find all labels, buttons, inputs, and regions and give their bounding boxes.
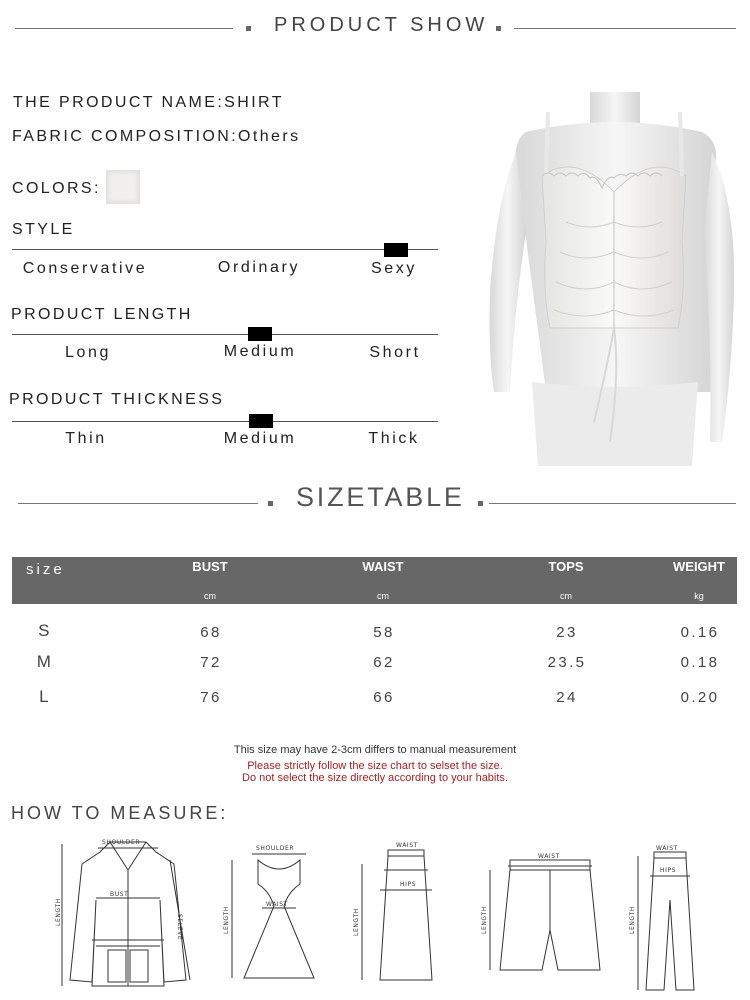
bust-column-header: BUST [192, 559, 228, 574]
measurement-note: This size may have 2-3cm differs to manual measurement [233, 744, 517, 756]
waist-unit: cm [377, 591, 389, 601]
table-cell: 58 [373, 624, 395, 641]
style-label: STYLE [12, 221, 75, 238]
table-cell: 76 [200, 689, 222, 706]
header-rule-left [15, 28, 233, 29]
table-cell: 23 [556, 624, 578, 641]
skirt-waist-label: WAIST [396, 842, 418, 849]
weight-column-header: WEIGHT [673, 559, 725, 574]
page-title: PRODUCT SHOW [274, 14, 489, 36]
measure-diagrams [0, 830, 750, 1000]
sizetable-bullet-right [478, 501, 483, 506]
table-cell: 0.16 [680, 624, 720, 641]
length-label: PRODUCT LENGTH [11, 306, 193, 323]
sizetable-bullet-left [268, 501, 273, 506]
skirt-hips-label: HIPS [400, 881, 417, 888]
table-cell: 72 [200, 654, 222, 671]
header-bullet-left [246, 26, 251, 31]
style-option-sexy: Sexy [371, 260, 417, 277]
header-bullet-right [496, 26, 501, 31]
product-photo [486, 92, 742, 466]
size-warning-1: Please strictly follow the size chart to selset the size. [247, 760, 503, 772]
dress-length-label: LENGTH [223, 906, 230, 934]
sizetable-rule-left [18, 503, 258, 504]
jacket-sleeve-label: SELEVE [176, 914, 183, 941]
dress-waist-label: WAIST [266, 901, 288, 908]
fabric-composition: FABRIC COMPOSITION:Others [12, 128, 301, 145]
table-cell: 62 [373, 654, 395, 671]
length-scale-line [12, 334, 438, 335]
product-name: THE PRODUCT NAME:SHIRT [13, 94, 284, 111]
table-row-size: M [36, 652, 54, 671]
weight-unit: kg [694, 591, 704, 601]
thickness-scale-line [12, 421, 438, 422]
size-warning-2: Do not select the size directly according to your habits. [242, 772, 508, 784]
thickness-option-medium: Medium [223, 430, 297, 447]
length-option-short: Short [369, 344, 421, 361]
style-option-conservative: Conservative [22, 260, 148, 277]
pants-waist-label: WAIST [656, 845, 678, 852]
table-row-size: S [38, 621, 52, 640]
style-option-ordinary: Ordinary [217, 259, 301, 276]
style-selected-marker [384, 243, 408, 257]
color-swatch-white[interactable] [106, 170, 140, 204]
style-scale-line [12, 249, 438, 250]
bust-unit: cm [204, 591, 216, 601]
table-cell: 0.20 [680, 689, 720, 706]
thickness-option-thick: Thick [368, 430, 420, 447]
length-option-long: Long [65, 344, 111, 361]
table-cell: 24 [556, 689, 578, 706]
table-cell: 68 [200, 624, 222, 641]
pants-hips-label: HIPS [660, 867, 677, 874]
pants-length-label: LENGTH [629, 906, 636, 934]
shorts-waist-label: WAIST [538, 853, 560, 860]
length-selected-marker [248, 327, 272, 341]
shorts-length-label: LENGTH [481, 906, 488, 934]
table-row-size: L [39, 687, 51, 706]
dress-shoulder-label: SHOULDER [256, 845, 295, 852]
length-option-medium: Medium [223, 343, 297, 360]
sizetable-title: SIZETABLE [296, 482, 465, 512]
header-rule-right [514, 28, 736, 29]
jacket-length-label: LENGTH [55, 898, 62, 926]
table-cell: 66 [373, 689, 395, 706]
jacket-shoulder-label: SHOULDER [102, 839, 141, 846]
jacket-bust-label: BUST [110, 891, 129, 898]
thickness-label: PRODUCT THICKNESS [9, 391, 225, 408]
thickness-option-thin: Thin [65, 430, 107, 447]
tops-unit: cm [560, 591, 572, 601]
size-column-header: size [26, 561, 65, 578]
table-cell: 23.5 [547, 654, 587, 671]
sizetable-rule-right [489, 503, 736, 504]
tops-column-header: TOPS [548, 559, 584, 574]
waist-column-header: WAIST [362, 559, 404, 574]
colors-label: COLORS: [12, 180, 101, 197]
skirt-length-label: LENGTH [353, 908, 360, 936]
how-to-measure-title: HOW TO MEASURE: [11, 803, 229, 823]
table-cell: 0.18 [680, 654, 720, 671]
thickness-selected-marker [249, 414, 273, 428]
